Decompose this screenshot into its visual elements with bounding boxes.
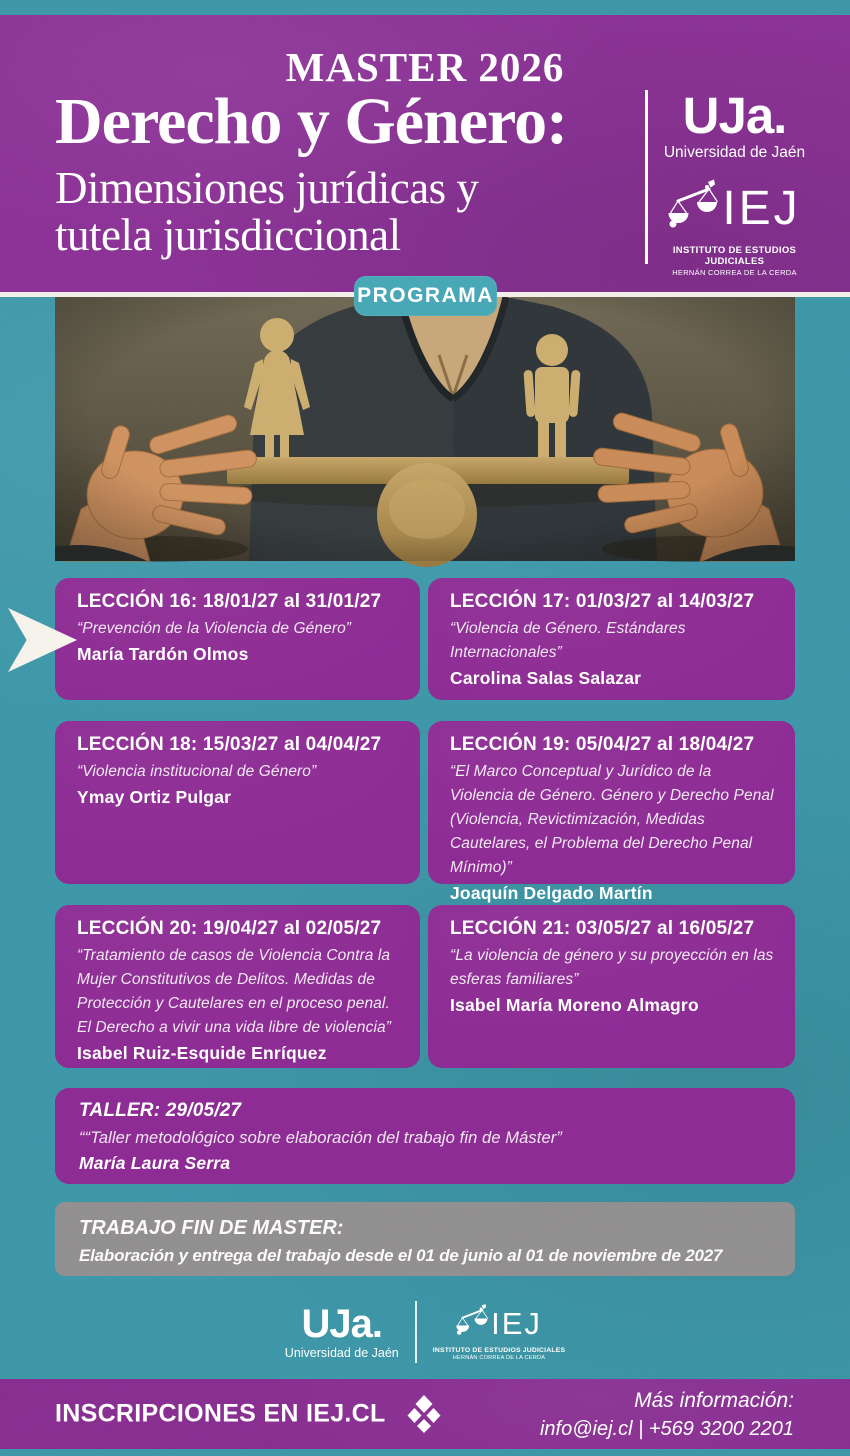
iej-caption-2: HERNÁN CORREA DE LA CERDA xyxy=(672,268,797,277)
taller-title: ““Taller metodológico sobre elaboración del trabajo fin de Máster” xyxy=(79,1129,562,1147)
taller-speaker: María Laura Serra xyxy=(79,1153,231,1173)
lessons-grid xyxy=(55,578,795,1068)
lesson-header: LECCIÓN 18: 15/03/27 al 04/04/27 xyxy=(77,734,382,755)
lesson-card-19 xyxy=(428,721,795,903)
footer-iej-wordmark: IEJ xyxy=(491,1306,542,1341)
lesson-header: LECCIÓN 16: 18/01/27 al 31/01/27 xyxy=(77,591,382,612)
lesson-title: “Violencia de Género. Estándares Internacionales” xyxy=(450,620,686,661)
lesson-speaker: Joaquín Delgado Martín xyxy=(450,883,653,903)
header-logo-block xyxy=(645,87,813,277)
footer-uja-logo xyxy=(285,1304,399,1360)
trabajo-body: Elaboración y entrega del trabajo desde el 01 de junio al 01 de noviembre de 2027 xyxy=(79,1246,723,1265)
contact-info xyxy=(540,1386,794,1443)
scales-of-justice-icon xyxy=(668,178,718,239)
footer-logo-divider xyxy=(415,1301,417,1363)
subtitle-line-1: Dimensiones jurídicas y xyxy=(55,163,479,213)
lesson-header: LECCIÓN 19: 05/04/27 al 18/04/27 xyxy=(450,734,755,755)
uja-logo: UJa. xyxy=(682,87,787,144)
footer-uja-wordmark: UJa. xyxy=(301,1302,383,1346)
lesson-speaker: Ymay Ortiz Pulgar xyxy=(77,787,232,807)
lesson-card-16 xyxy=(55,578,420,700)
lesson-speaker: Carolina Salas Salazar xyxy=(450,668,642,688)
lesson-card-17 xyxy=(428,578,795,700)
trabajo-card xyxy=(55,1202,795,1276)
lesson-title: “Tratamiento de casos de Violencia Contra la Mujer Constitutivos de Delitos. Medidas de Protección y Cautelares en el proceso penal. El Derecho a vivir una vida libre de violencia” xyxy=(77,947,391,1036)
footer-iej-caption-1: INSTITUTO DE ESTUDIOS JUDICIALES xyxy=(432,1347,566,1354)
footer-iej-caption-2: HERNÁN CORREA DE LA CERDA xyxy=(452,1355,546,1361)
iej-logo xyxy=(668,178,800,239)
lesson-header: LECCIÓN 21: 03/05/27 al 16/05/27 xyxy=(450,918,755,939)
taller-header: TALLER: 29/05/27 xyxy=(79,1100,242,1121)
kicker-master-2026: MASTER 2026 xyxy=(285,44,565,90)
page-title: Derecho y Género: xyxy=(55,85,568,158)
contact-details: info@iej.cl | +569 3200 2201 xyxy=(539,1418,794,1441)
lesson-card-18 xyxy=(55,721,420,884)
footer-iej-logo xyxy=(433,1303,565,1361)
footer-logos xyxy=(0,1296,850,1368)
lesson-card-20 xyxy=(55,905,420,1068)
taller-card xyxy=(55,1088,795,1184)
lesson-speaker: Isabel María Moreno Almagro xyxy=(450,995,699,1015)
subtitle-line-2: tutela jurisdiccional xyxy=(55,209,401,260)
trabajo-header: TRABAJO FIN DE MASTER: xyxy=(79,1217,344,1239)
programa-badge: PROGRAMA xyxy=(354,276,497,316)
uja-caption: Universidad de Jaén xyxy=(663,144,806,161)
bottom-bar xyxy=(0,1379,850,1449)
lesson-card-21 xyxy=(428,905,795,1068)
iej-caption-1: INSTITUTO DE ESTUDIOS JUDICIALES xyxy=(672,245,797,267)
lesson-title: “Prevención de la Violencia de Género” xyxy=(77,620,352,637)
footer-uja-caption: Universidad de Jaén xyxy=(284,1346,399,1360)
diamond-cluster-icon xyxy=(407,1395,441,1438)
lesson-header: LECCIÓN 17: 01/03/27 al 14/03/27 xyxy=(450,591,755,612)
contact-label: Más información: xyxy=(634,1389,794,1412)
lesson-header: LECCIÓN 20: 19/04/27 al 02/05/27 xyxy=(77,918,382,939)
gender-balance-illustration xyxy=(55,297,795,561)
iej-wordmark: IEJ xyxy=(722,181,801,235)
header xyxy=(0,15,850,292)
inscriptions-text: INSCRIPCIONES EN IEJ.CL xyxy=(55,1399,386,1428)
page-subtitle xyxy=(55,165,478,259)
lesson-title: “La violencia de género y su proyección en las esferas familiares” xyxy=(450,947,774,988)
lesson-title: “Violencia institucional de Género” xyxy=(77,763,317,780)
lesson-speaker: María Tardón Olmos xyxy=(77,644,249,664)
scales-of-justice-icon xyxy=(456,1303,488,1344)
lesson-speaker: Isabel Ruiz-Esquide Enríquez xyxy=(77,1043,327,1063)
lesson-title: “El Marco Conceptual y Jurídico de la Violencia de Género. Género y Derecho Penal (Violencia, Revictimización, Medidas Cautelares, el Problema del Derecho Penal Mínimo)” xyxy=(450,763,774,876)
